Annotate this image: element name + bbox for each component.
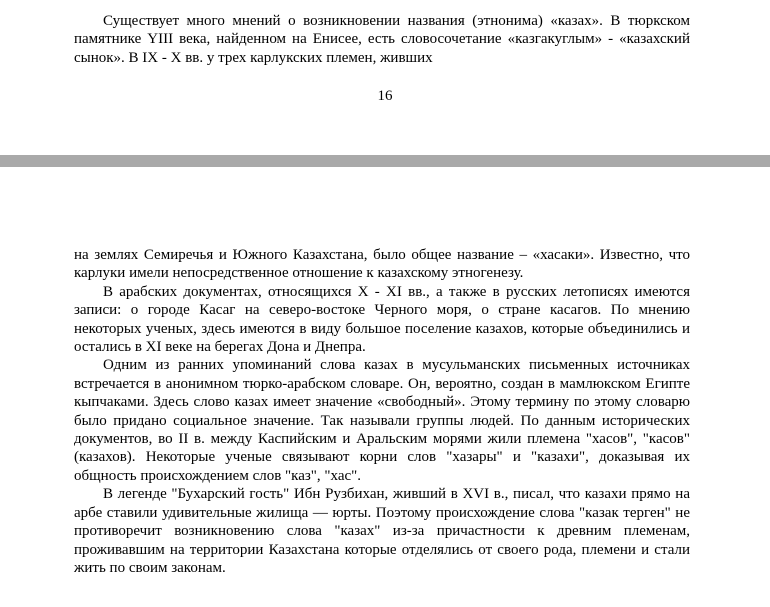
page-separator [0, 155, 770, 167]
paragraph-continuation: на землях Семиречья и Южного Казахстана, было общее название – «хасаки». Известно, что карлуки имели непосредственное отношение к казахскому этногенезу. [74, 247, 690, 282]
page-number: 16 [377, 88, 393, 104]
page-bottom-text [74, 246, 690, 577]
document-page-top [0, 0, 770, 155]
page-top-text [74, 12, 690, 67]
paragraph-bukhara-guest: В легенде "Бухарский гость" Ибн Рузбихан, живший в XVI в., писал, что казахи прямо на арбе ставили удивительные жилища — юрты. Поэтому происхождение слова "казак терген" не противоречит возникновению слова "казах" из-за причастности к древним племенам, проживавшим на территории Казахстана которые отделялись от своего рода, племени и стали жить по своим законам. [74, 486, 690, 576]
paragraph-ethnonym-opinions: Существует много мнений о возникновении названия (этнонима) «казах». В тюркском памятнике YIII века, найденном на Енисее, есть словосочетание «казгакуглым» - «казахский сынок». В IX - X вв. у трех карлукских племен, живших [74, 13, 690, 66]
paragraph-early-mentions: Одним из ранних упоминаний слова казах в мусульманских письменных источниках встречается в анонимном тюрко-арабском словаре. Он, вероятно, создан в мамлюкском Египте кыпчаками. Здесь слово казах имеет значение «свободный». Этому термину по этому словарю было придано социальное значение. Так называли группы людей. По данным исторических документов, во II в. между Каспийским и Аральским морями жили племена "хасов", "касов" (казахов). Некоторые ученые связывают корни слов "хазары" и "казахи", доказывая их общность происхождением слов "каз", "хас". [74, 357, 690, 484]
paragraph-arabic-documents: В арабских документах, относящихся X - XI вв., а также в русских летописях имеются записи: о городе Касаг на северо-востоке Черного моря, о стране касагов. По мнению некоторых ученых, здесь имеются в виду большое поселение казахов, которые объединились и остались в XI веке на берегах Дона и Днепра. [74, 283, 690, 356]
document-page-bottom [0, 167, 770, 607]
